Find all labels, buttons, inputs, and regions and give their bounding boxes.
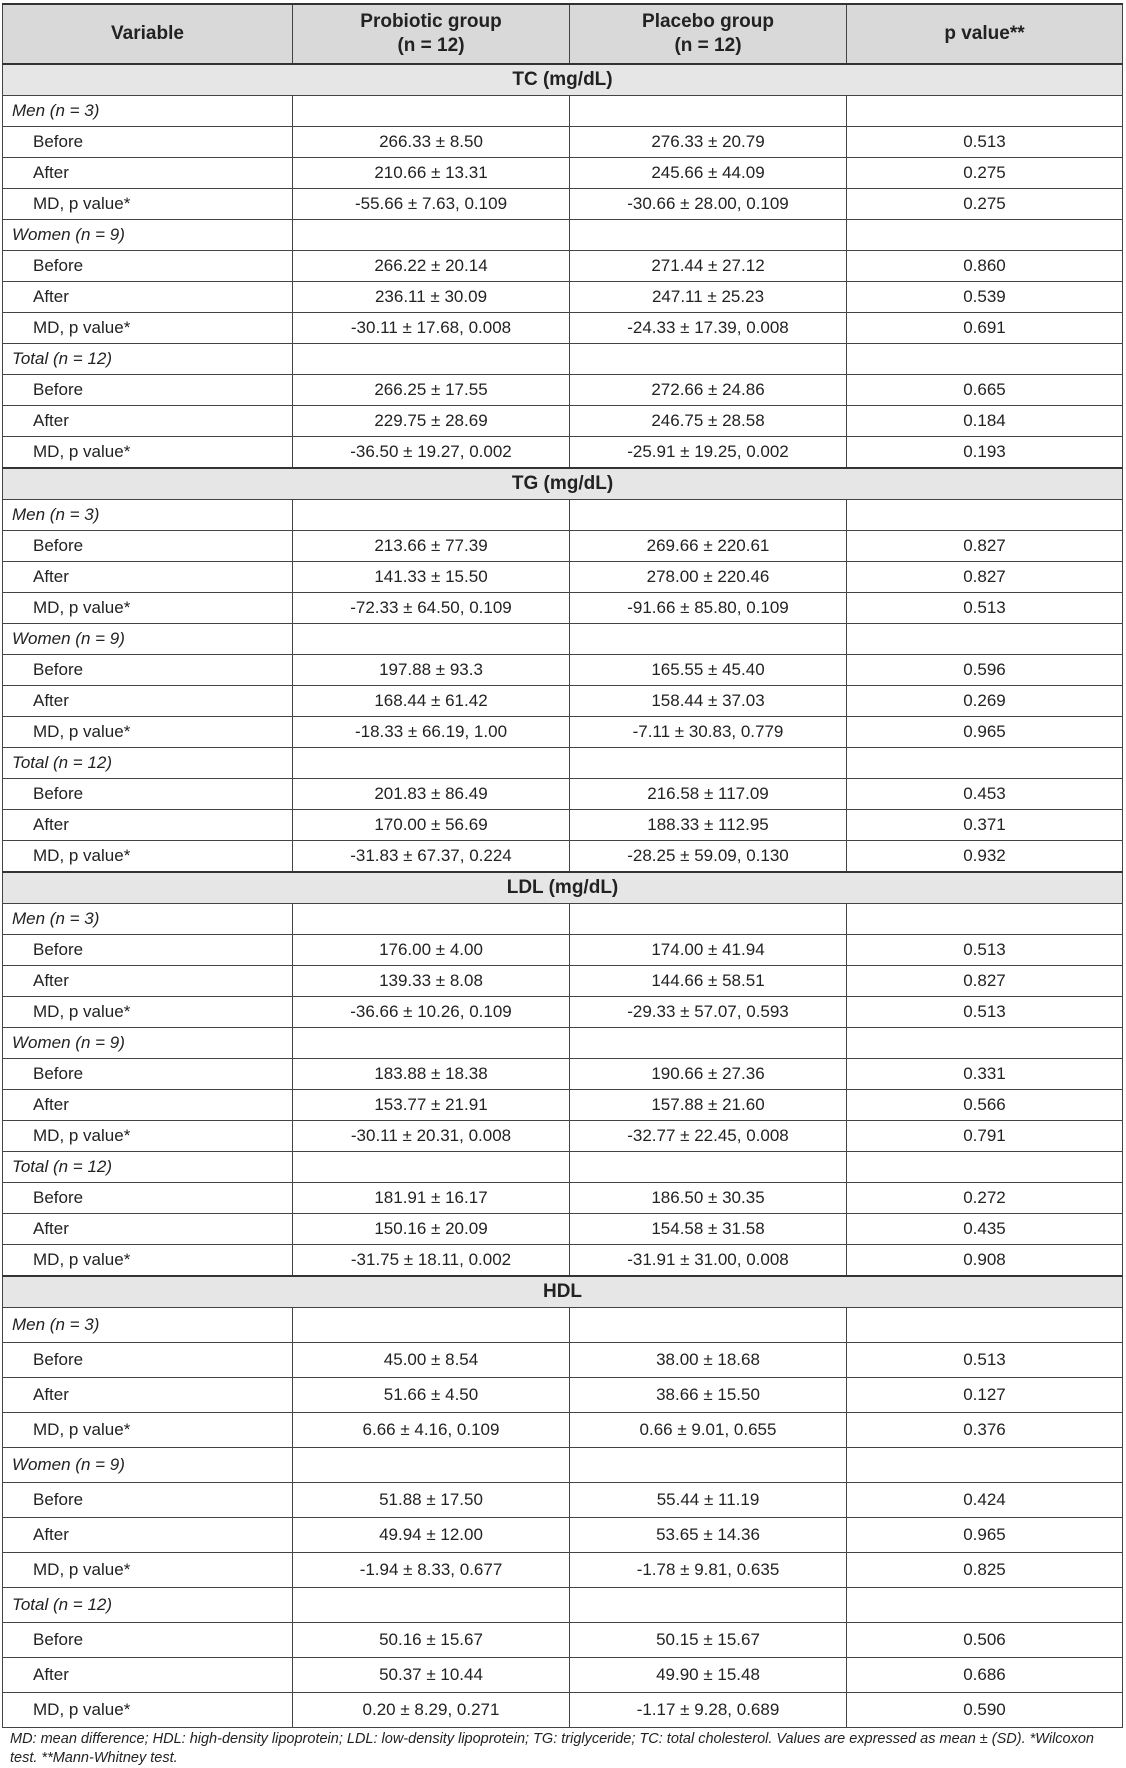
empty-cell: [570, 624, 847, 655]
table-row: [3, 1483, 1123, 1518]
header-probiotic-n: (n = 12): [397, 35, 465, 56]
row-label: MD, p value*: [3, 313, 293, 344]
probiotic-value: 139.33 ± 8.08: [293, 966, 570, 997]
p-value: 0.827: [847, 562, 1123, 593]
p-value: 0.424: [847, 1483, 1123, 1518]
empty-cell: [570, 500, 847, 531]
header-variable: Variable: [3, 4, 293, 64]
header-placebo: [570, 4, 847, 64]
row-label: Before: [3, 251, 293, 282]
table-row: [3, 1378, 1123, 1413]
row-label: MD, p value*: [3, 841, 293, 873]
p-value: 0.860: [847, 251, 1123, 282]
p-value: 0.965: [847, 1518, 1123, 1553]
empty-cell: [293, 624, 570, 655]
table-row: [3, 313, 1123, 344]
p-value: 0.513: [847, 593, 1123, 624]
row-label: Before: [3, 1059, 293, 1090]
row-label: After: [3, 686, 293, 717]
p-value: 0.269: [847, 686, 1123, 717]
empty-cell: [293, 1308, 570, 1343]
probiotic-value: -36.50 ± 19.27, 0.002: [293, 437, 570, 469]
empty-cell: [847, 624, 1123, 655]
row-label: Before: [3, 375, 293, 406]
placebo-value: 278.00 ± 220.46: [570, 562, 847, 593]
row-label: MD, p value*: [3, 437, 293, 469]
table-row: [3, 655, 1123, 686]
placebo-value: -24.33 ± 17.39, 0.008: [570, 313, 847, 344]
empty-cell: [293, 748, 570, 779]
placebo-value: 247.11 ± 25.23: [570, 282, 847, 313]
header-placebo-title: Placebo group: [642, 11, 774, 32]
probiotic-value: 51.66 ± 4.50: [293, 1378, 570, 1413]
group-label: Women (n = 9): [3, 1448, 293, 1483]
probiotic-value: 153.77 ± 21.91: [293, 1090, 570, 1121]
table-row: [3, 810, 1123, 841]
probiotic-value: 236.11 ± 30.09: [293, 282, 570, 313]
section-title: TG (mg/dL): [3, 468, 1123, 500]
table-row: [3, 1059, 1123, 1090]
table-row: [3, 1658, 1123, 1693]
p-value: 0.686: [847, 1658, 1123, 1693]
header-probiotic-title: Probiotic group: [360, 11, 502, 32]
empty-cell: [570, 1588, 847, 1623]
p-value: 0.513: [847, 127, 1123, 158]
empty-cell: [570, 748, 847, 779]
p-value: 0.184: [847, 406, 1123, 437]
empty-cell: [847, 1588, 1123, 1623]
row-label: Before: [3, 655, 293, 686]
p-value: 0.376: [847, 1413, 1123, 1448]
empty-cell: [293, 344, 570, 375]
empty-cell: [847, 220, 1123, 251]
table-row: [3, 282, 1123, 313]
section-title: TC (mg/dL): [3, 64, 1123, 96]
group-label: Total (n = 12): [3, 1588, 293, 1623]
row-label: After: [3, 1378, 293, 1413]
table-row: [3, 1343, 1123, 1378]
probiotic-value: 210.66 ± 13.31: [293, 158, 570, 189]
section-title: HDL: [3, 1276, 1123, 1308]
placebo-value: 154.58 ± 31.58: [570, 1214, 847, 1245]
row-label: After: [3, 1090, 293, 1121]
placebo-value: 186.50 ± 30.35: [570, 1183, 847, 1214]
placebo-value: 276.33 ± 20.79: [570, 127, 847, 158]
p-value: 0.596: [847, 655, 1123, 686]
row-label: After: [3, 966, 293, 997]
p-value: 0.453: [847, 779, 1123, 810]
row-label: After: [3, 810, 293, 841]
group-label: Men (n = 3): [3, 500, 293, 531]
placebo-value: -28.25 ± 59.09, 0.130: [570, 841, 847, 873]
table-row: [3, 1693, 1123, 1728]
p-value: 0.825: [847, 1553, 1123, 1588]
placebo-value: 157.88 ± 21.60: [570, 1090, 847, 1121]
p-value: 0.272: [847, 1183, 1123, 1214]
table-row: [3, 779, 1123, 810]
table-row: [3, 189, 1123, 220]
section-header-row: [3, 64, 1123, 96]
table-row: [3, 531, 1123, 562]
empty-cell: [847, 1028, 1123, 1059]
probiotic-value: 213.66 ± 77.39: [293, 531, 570, 562]
probiotic-value: -1.94 ± 8.33, 0.677: [293, 1553, 570, 1588]
row-label: MD, p value*: [3, 1693, 293, 1728]
table-container: [2, 3, 1122, 1768]
probiotic-value: -30.11 ± 17.68, 0.008: [293, 313, 570, 344]
probiotic-value: 229.75 ± 28.69: [293, 406, 570, 437]
placebo-value: 174.00 ± 41.94: [570, 935, 847, 966]
empty-cell: [293, 1152, 570, 1183]
table-row: [3, 966, 1123, 997]
section-header-row: [3, 872, 1123, 904]
group-row: [3, 96, 1123, 127]
p-value: 0.932: [847, 841, 1123, 873]
p-value: 0.435: [847, 1214, 1123, 1245]
group-label: Men (n = 3): [3, 96, 293, 127]
row-label: After: [3, 1214, 293, 1245]
table-row: [3, 127, 1123, 158]
probiotic-value: 50.37 ± 10.44: [293, 1658, 570, 1693]
table-row: [3, 593, 1123, 624]
row-label: MD, p value*: [3, 1413, 293, 1448]
probiotic-value: 266.22 ± 20.14: [293, 251, 570, 282]
table-row: [3, 1214, 1123, 1245]
p-value: 0.539: [847, 282, 1123, 313]
probiotic-value: -31.83 ± 67.37, 0.224: [293, 841, 570, 873]
row-label: Before: [3, 1623, 293, 1658]
placebo-value: 216.58 ± 117.09: [570, 779, 847, 810]
table-row: [3, 1413, 1123, 1448]
probiotic-value: -36.66 ± 10.26, 0.109: [293, 997, 570, 1028]
p-value: 0.513: [847, 935, 1123, 966]
table-row: [3, 935, 1123, 966]
placebo-value: -30.66 ± 28.00, 0.109: [570, 189, 847, 220]
group-row: [3, 500, 1123, 531]
placebo-value: 38.00 ± 18.68: [570, 1343, 847, 1378]
probiotic-value: 181.91 ± 16.17: [293, 1183, 570, 1214]
group-row: [3, 624, 1123, 655]
p-value: 0.590: [847, 1693, 1123, 1728]
table-row: [3, 1090, 1123, 1121]
group-label: Total (n = 12): [3, 748, 293, 779]
row-label: MD, p value*: [3, 593, 293, 624]
table-row: [3, 841, 1123, 873]
p-value: 0.827: [847, 966, 1123, 997]
row-label: Before: [3, 531, 293, 562]
probiotic-value: 141.33 ± 15.50: [293, 562, 570, 593]
table-row: [3, 1553, 1123, 1588]
probiotic-value: 176.00 ± 4.00: [293, 935, 570, 966]
header-row: [3, 4, 1123, 64]
empty-cell: [293, 904, 570, 935]
header-pvalue: p value**: [847, 4, 1123, 64]
row-label: After: [3, 1658, 293, 1693]
probiotic-value: -55.66 ± 7.63, 0.109: [293, 189, 570, 220]
probiotic-value: 51.88 ± 17.50: [293, 1483, 570, 1518]
table-row: [3, 717, 1123, 748]
p-value: 0.506: [847, 1623, 1123, 1658]
row-label: After: [3, 562, 293, 593]
probiotic-value: 50.16 ± 15.67: [293, 1623, 570, 1658]
empty-cell: [293, 1448, 570, 1483]
placebo-value: 55.44 ± 11.19: [570, 1483, 847, 1518]
row-label: Before: [3, 1483, 293, 1518]
table-row: [3, 375, 1123, 406]
group-row: [3, 1308, 1123, 1343]
row-label: After: [3, 158, 293, 189]
table-row: [3, 562, 1123, 593]
results-table: [2, 3, 1123, 1728]
empty-cell: [570, 1152, 847, 1183]
header-probiotic: [293, 4, 570, 64]
placebo-value: 246.75 ± 28.58: [570, 406, 847, 437]
table-row: [3, 437, 1123, 469]
p-value: 0.275: [847, 189, 1123, 220]
group-row: [3, 904, 1123, 935]
table-row: [3, 1518, 1123, 1553]
empty-cell: [847, 1152, 1123, 1183]
probiotic-value: -30.11 ± 20.31, 0.008: [293, 1121, 570, 1152]
probiotic-value: -31.75 ± 18.11, 0.002: [293, 1245, 570, 1277]
row-label: Before: [3, 935, 293, 966]
row-label: MD, p value*: [3, 1121, 293, 1152]
empty-cell: [570, 1308, 847, 1343]
table-footnote: MD: mean difference; HDL: high-density lipoprotein; LDL: low-density lipoprotein; TG: triglyceride; TC: total cholesterol. Values are expressed as mean ± (SD). *Wilcoxon test. **Mann-Whitney test.: [10, 1731, 1094, 1766]
empty-cell: [293, 1588, 570, 1623]
group-row: [3, 1588, 1123, 1623]
group-row: [3, 1448, 1123, 1483]
placebo-value: 269.66 ± 220.61: [570, 531, 847, 562]
placebo-value: -7.11 ± 30.83, 0.779: [570, 717, 847, 748]
placebo-value: 271.44 ± 27.12: [570, 251, 847, 282]
placebo-value: -25.91 ± 19.25, 0.002: [570, 437, 847, 469]
probiotic-value: 6.66 ± 4.16, 0.109: [293, 1413, 570, 1448]
row-label: Before: [3, 779, 293, 810]
table-row: [3, 158, 1123, 189]
placebo-value: -32.77 ± 22.45, 0.008: [570, 1121, 847, 1152]
placebo-value: -31.91 ± 31.00, 0.008: [570, 1245, 847, 1277]
placebo-value: -91.66 ± 85.80, 0.109: [570, 593, 847, 624]
p-value: 0.275: [847, 158, 1123, 189]
p-value: 0.908: [847, 1245, 1123, 1277]
probiotic-value: 201.83 ± 86.49: [293, 779, 570, 810]
section-header-row: [3, 468, 1123, 500]
empty-cell: [570, 220, 847, 251]
row-label: After: [3, 282, 293, 313]
row-label: MD, p value*: [3, 997, 293, 1028]
row-label: Before: [3, 127, 293, 158]
probiotic-value: 170.00 ± 56.69: [293, 810, 570, 841]
p-value: 0.691: [847, 313, 1123, 344]
row-label: Before: [3, 1343, 293, 1378]
row-label: After: [3, 1518, 293, 1553]
table-row: [3, 1245, 1123, 1277]
probiotic-value: 168.44 ± 61.42: [293, 686, 570, 717]
group-label: Women (n = 9): [3, 220, 293, 251]
probiotic-value: -18.33 ± 66.19, 1.00: [293, 717, 570, 748]
placebo-value: 245.66 ± 44.09: [570, 158, 847, 189]
empty-cell: [570, 1028, 847, 1059]
group-row: [3, 220, 1123, 251]
row-label: MD, p value*: [3, 1245, 293, 1277]
placebo-value: 50.15 ± 15.67: [570, 1623, 847, 1658]
empty-cell: [847, 96, 1123, 127]
placebo-value: 0.66 ± 9.01, 0.655: [570, 1413, 847, 1448]
probiotic-value: 150.16 ± 20.09: [293, 1214, 570, 1245]
placebo-value: 190.66 ± 27.36: [570, 1059, 847, 1090]
table-row: [3, 1183, 1123, 1214]
section-title: LDL (mg/dL): [3, 872, 1123, 904]
empty-cell: [847, 904, 1123, 935]
empty-cell: [847, 344, 1123, 375]
placebo-value: -1.17 ± 9.28, 0.689: [570, 1693, 847, 1728]
placebo-value: -29.33 ± 57.07, 0.593: [570, 997, 847, 1028]
group-label: Men (n = 3): [3, 1308, 293, 1343]
header-placebo-n: (n = 12): [674, 35, 742, 56]
table-row: [3, 1623, 1123, 1658]
empty-cell: [847, 1308, 1123, 1343]
empty-cell: [293, 220, 570, 251]
section-header-row: [3, 1276, 1123, 1308]
row-label: MD, p value*: [3, 189, 293, 220]
empty-cell: [570, 1448, 847, 1483]
p-value: 0.127: [847, 1378, 1123, 1413]
placebo-value: 158.44 ± 37.03: [570, 686, 847, 717]
table-row: [3, 406, 1123, 437]
empty-cell: [847, 748, 1123, 779]
probiotic-value: 197.88 ± 93.3: [293, 655, 570, 686]
placebo-value: 38.66 ± 15.50: [570, 1378, 847, 1413]
placebo-value: 272.66 ± 24.86: [570, 375, 847, 406]
placebo-value: 53.65 ± 14.36: [570, 1518, 847, 1553]
p-value: 0.965: [847, 717, 1123, 748]
probiotic-value: -72.33 ± 64.50, 0.109: [293, 593, 570, 624]
probiotic-value: 45.00 ± 8.54: [293, 1343, 570, 1378]
empty-cell: [570, 904, 847, 935]
group-row: [3, 748, 1123, 779]
placebo-value: 165.55 ± 45.40: [570, 655, 847, 686]
table-row: [3, 997, 1123, 1028]
group-label: Women (n = 9): [3, 624, 293, 655]
empty-cell: [570, 344, 847, 375]
group-label: Women (n = 9): [3, 1028, 293, 1059]
p-value: 0.566: [847, 1090, 1123, 1121]
p-value: 0.791: [847, 1121, 1123, 1152]
probiotic-value: 0.20 ± 8.29, 0.271: [293, 1693, 570, 1728]
probiotic-value: 183.88 ± 18.38: [293, 1059, 570, 1090]
probiotic-value: 49.94 ± 12.00: [293, 1518, 570, 1553]
table-row: [3, 686, 1123, 717]
group-label: Total (n = 12): [3, 344, 293, 375]
group-row: [3, 1152, 1123, 1183]
empty-cell: [847, 500, 1123, 531]
empty-cell: [293, 500, 570, 531]
empty-cell: [847, 1448, 1123, 1483]
placebo-value: 49.90 ± 15.48: [570, 1658, 847, 1693]
p-value: 0.827: [847, 531, 1123, 562]
table-row: [3, 1121, 1123, 1152]
p-value: 0.513: [847, 997, 1123, 1028]
probiotic-value: 266.33 ± 8.50: [293, 127, 570, 158]
empty-cell: [293, 96, 570, 127]
p-value: 0.665: [847, 375, 1123, 406]
p-value: 0.193: [847, 437, 1123, 469]
probiotic-value: 266.25 ± 17.55: [293, 375, 570, 406]
table-row: [3, 251, 1123, 282]
placebo-value: 144.66 ± 58.51: [570, 966, 847, 997]
table-body: [3, 64, 1123, 1728]
group-row: [3, 344, 1123, 375]
row-label: Before: [3, 1183, 293, 1214]
placebo-value: -1.78 ± 9.81, 0.635: [570, 1553, 847, 1588]
row-label: After: [3, 406, 293, 437]
group-label: Total (n = 12): [3, 1152, 293, 1183]
row-label: MD, p value*: [3, 717, 293, 748]
empty-cell: [293, 1028, 570, 1059]
group-label: Men (n = 3): [3, 904, 293, 935]
p-value: 0.371: [847, 810, 1123, 841]
empty-cell: [570, 96, 847, 127]
row-label: MD, p value*: [3, 1553, 293, 1588]
placebo-value: 188.33 ± 112.95: [570, 810, 847, 841]
p-value: 0.513: [847, 1343, 1123, 1378]
group-row: [3, 1028, 1123, 1059]
p-value: 0.331: [847, 1059, 1123, 1090]
